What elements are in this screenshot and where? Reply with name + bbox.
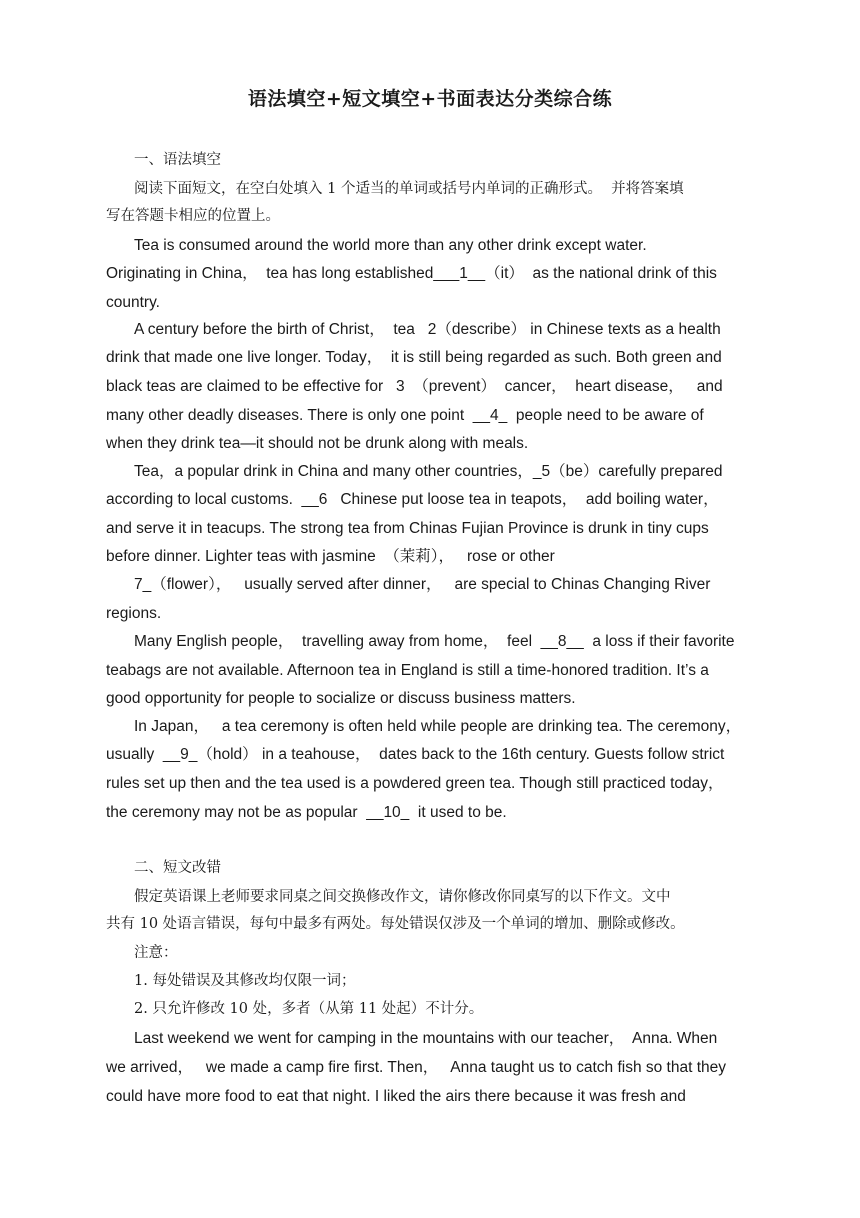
text-line: 阅读下面短文，在空白处填入 1 个适当的单词或括号内单词的正确形式。 并将答案填 bbox=[134, 181, 684, 197]
text-line: 注意： bbox=[134, 945, 178, 961]
text-line: regions. bbox=[106, 605, 162, 622]
text-line: before dinner. Lighter teas with jasmine （茉莉）， rose or other bbox=[106, 548, 555, 565]
text-line: Tea，a popular drink in China and many other countries，_5（be）carefully prepared bbox=[134, 463, 723, 480]
text-line: country. bbox=[106, 294, 160, 311]
text-line: the ceremony may not be as popular __10_ it used to be. bbox=[106, 804, 507, 821]
text-line: 7_（flower）， usually served after dinner， are special to Chinas Changing River bbox=[134, 576, 711, 593]
text-line: good opportunity for people to socialize or discuss business matters. bbox=[106, 690, 576, 707]
text-line: teabags are not available. Afternoon tea in England is still a time-honored tradition. It’s a bbox=[106, 662, 709, 679]
text-line: 1. 每处错误及其修改均仅限一词； bbox=[134, 973, 356, 989]
text-line: we arrived， we made a camp fire first. Then， Anna taught us to catch fish so that they bbox=[106, 1059, 727, 1076]
text-line: Many English people， travelling away from home， feel __8__ a loss if their favorite bbox=[134, 633, 735, 650]
document-title: 语法填空+短文填空+书面表达分类综合练 bbox=[247, 88, 613, 110]
text-line: 一、语法填空 bbox=[134, 152, 221, 168]
text-line: 假定英语课上老师要求同桌之间交换修改作文，请你修改你同桌写的以下作文。文中 bbox=[134, 889, 671, 905]
text-line: 2. 只允许修改 10 处，多者（从第 11 处起）不计分。 bbox=[134, 1001, 484, 1017]
text-line: rules set up then and the tea used is a powdered green tea. Though still practiced today， bbox=[106, 775, 724, 792]
text-line: and serve it in teacups. The strong tea from Chinas Fujian Province is drunk in tiny cups bbox=[106, 520, 709, 537]
text-line: Tea is consumed around the world more than any other drink except water. bbox=[134, 237, 647, 254]
text-line: according to local customs. __6 Chinese put loose tea in teapots， add boiling water， bbox=[106, 491, 719, 508]
text-line: 共有 10 处语言错误，每句中最多有两处。每处错误仅涉及一个单词的增加、删除或修改。 bbox=[106, 916, 685, 932]
text-line: drink that made one live longer. Today， it is still being regarded as such. Both green and bbox=[106, 349, 722, 366]
text-line: Last weekend we went for camping in the mountains with our teacher， Anna. When bbox=[134, 1030, 718, 1047]
text-line: A century before the birth of Christ， tea 2（describe） in Chinese texts as a health bbox=[134, 321, 721, 338]
text-line: many other deadly diseases. There is only one point __4_ people need to be aware of bbox=[106, 407, 704, 424]
text-line: Originating in China， tea has long established___1__（it） as the national drink of this bbox=[106, 265, 717, 282]
text-line: 写在答题卡相应的位置上。 bbox=[106, 208, 280, 224]
text-line: usually __9_（hold） in a teahouse， dates back to the 16th century. Guests follow strict bbox=[106, 746, 725, 763]
text-line: black teas are claimed to be effective for 3 （prevent） cancer， heart disease， and bbox=[106, 378, 723, 395]
text-line: In Japan， a tea ceremony is often held while people are drinking tea. The ceremony， bbox=[134, 718, 742, 735]
text-line: could have more food to eat that night. I liked the airs there because it was fresh and bbox=[106, 1088, 686, 1105]
text-line: 二、短文改错 bbox=[134, 860, 221, 876]
text-line: when they drink tea—it should not be drunk along with meals. bbox=[106, 435, 529, 452]
